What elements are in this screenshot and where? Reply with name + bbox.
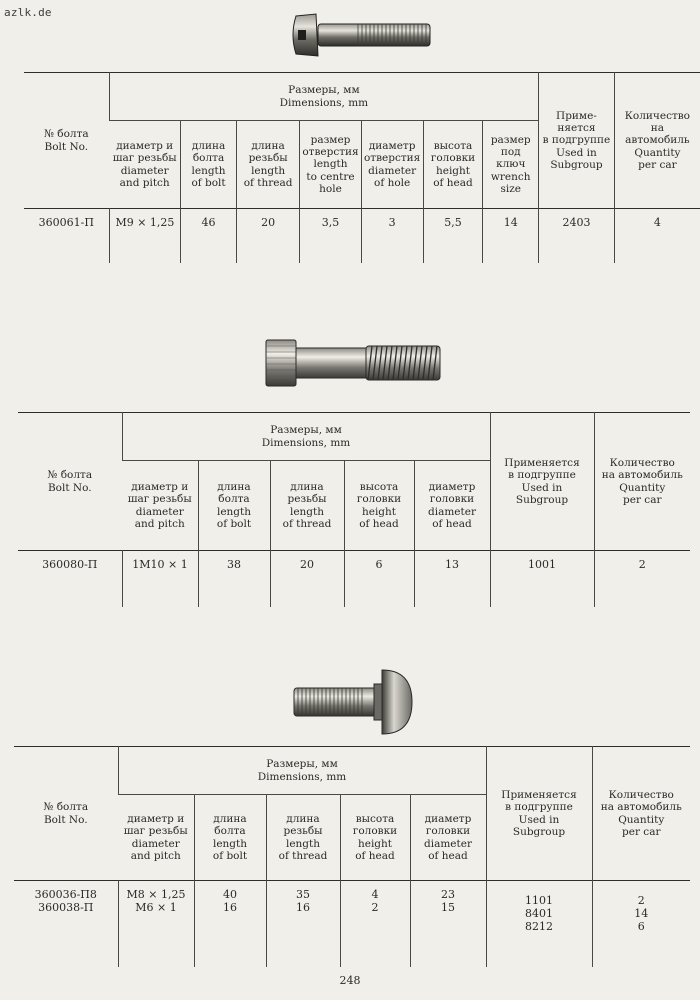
- cell-diameter-pitch: М9 × 1,25: [109, 209, 181, 263]
- cell-height-head: 5,5: [423, 209, 483, 263]
- header-height-head: высота головки height of head: [344, 461, 414, 551]
- cell-diameter-head: 13: [414, 551, 490, 607]
- header-length-thread: длина резьбы length of thread: [270, 461, 344, 551]
- header-quantity: Количество на автомобиль Quantity per car: [614, 73, 700, 209]
- header-diameter-hole: диаметр отверстия diameter of hole: [361, 121, 423, 209]
- cell-diameter-hole: 3: [361, 209, 423, 263]
- cell-length-bolt: 46: [181, 209, 237, 263]
- cell-length-thread: 35 16: [266, 881, 340, 967]
- cell-centre-hole: 3,5: [300, 209, 361, 263]
- header-diameter-pitch: диаметр и шаг резьбы diameter and pitch: [123, 812, 188, 862]
- cell-length-thread: 20: [236, 209, 300, 263]
- cell-diameter-head: 23 15: [410, 881, 486, 967]
- cell-length-bolt: 38: [198, 551, 270, 607]
- header-bolt-no: № болта Bolt No.: [47, 469, 93, 494]
- header-length-bolt: длина болта length of bolt: [198, 461, 270, 551]
- cell-quantity: 2: [594, 551, 690, 607]
- cell-bolt-no: 360036-П8 360038-П: [34, 888, 97, 914]
- bolt-table-1: [24, 72, 700, 263]
- cell-quantity: 2 14 6: [592, 881, 690, 967]
- cell-length-thread: 20: [270, 551, 344, 607]
- cell-quantity: 4: [614, 209, 700, 263]
- cell-subgroup: 1101 8401 8212: [486, 881, 592, 967]
- header-diameter-head: диаметр головки diameter of head: [414, 461, 490, 551]
- header-bolt-no: № болта Bolt No.: [43, 801, 89, 826]
- header-dimensions: Размеры, мм Dimensions, mm: [118, 747, 486, 795]
- header-diameter-head: диаметр головки diameter of head: [410, 795, 486, 881]
- page-number: 248: [339, 974, 361, 987]
- table-row: [14, 881, 690, 967]
- cell-bolt-no: 360080-П: [42, 558, 98, 571]
- header-length-thread: длина резьбы length of thread: [236, 121, 300, 209]
- header-length-thread: длина резьбы length of thread: [266, 795, 340, 881]
- header-diameter-pitch: диаметр и шаг резьбы diameter and pitch: [127, 480, 192, 530]
- cell-height-head: 4 2: [340, 881, 410, 967]
- header-bolt-no: № болта Bolt No.: [44, 128, 89, 153]
- cell-diameter-pitch: М8 × 1,25 М6 × 1: [118, 881, 194, 967]
- hex-socket-bolt-icon: [288, 10, 438, 60]
- header-length-bolt: длина болта length of bolt: [181, 121, 237, 209]
- cell-wrench-size: 14: [483, 209, 539, 263]
- knurled-mushroom-head-bolt-icon: [290, 666, 414, 738]
- header-used-in: Применяется в подгруппе Used in Subgroup: [486, 747, 592, 881]
- header-height-head: высота головки height of head: [423, 121, 483, 209]
- cylinder-head-bolt-icon: [262, 336, 444, 390]
- header-diameter-pitch: диаметр и шаг резьбы diameter and pitch: [112, 139, 177, 189]
- header-wrench-size: размер под ключ wrench size: [483, 121, 539, 209]
- watermark: azlk.de: [4, 6, 52, 19]
- header-centre-hole: размер отверстия length to centre hole: [300, 121, 361, 209]
- header-used-in: Приме- няется в подгруппе Used in Subgroup: [539, 73, 615, 209]
- header-quantity: Количество на автомобиль Quantity per car: [592, 747, 690, 881]
- header-dimensions: Размеры, мм Dimensions, mm: [109, 73, 538, 121]
- bolt-table-3: [14, 746, 690, 967]
- cell-subgroup: 2403: [539, 209, 615, 263]
- cell-subgroup: 1001: [490, 551, 594, 607]
- header-quantity: Количество на автомобиль Quantity per car: [594, 413, 690, 551]
- header-height-head: высота головки height of head: [340, 795, 410, 881]
- header-length-bolt: длина болта length of bolt: [194, 795, 266, 881]
- cell-diameter-pitch: 1М10 × 1: [122, 551, 198, 607]
- cell-bolt-no: 360061-П: [38, 216, 94, 229]
- bolt-table-2: [18, 412, 690, 607]
- cell-length-bolt: 40 16: [194, 881, 266, 967]
- cell-height-head: 6: [344, 551, 414, 607]
- table-row: [24, 209, 700, 263]
- table-row: [18, 551, 690, 607]
- header-used-in: Применяется в подгруппе Used in Subgroup: [490, 413, 594, 551]
- header-dimensions: Размеры, мм Dimensions, mm: [122, 413, 490, 461]
